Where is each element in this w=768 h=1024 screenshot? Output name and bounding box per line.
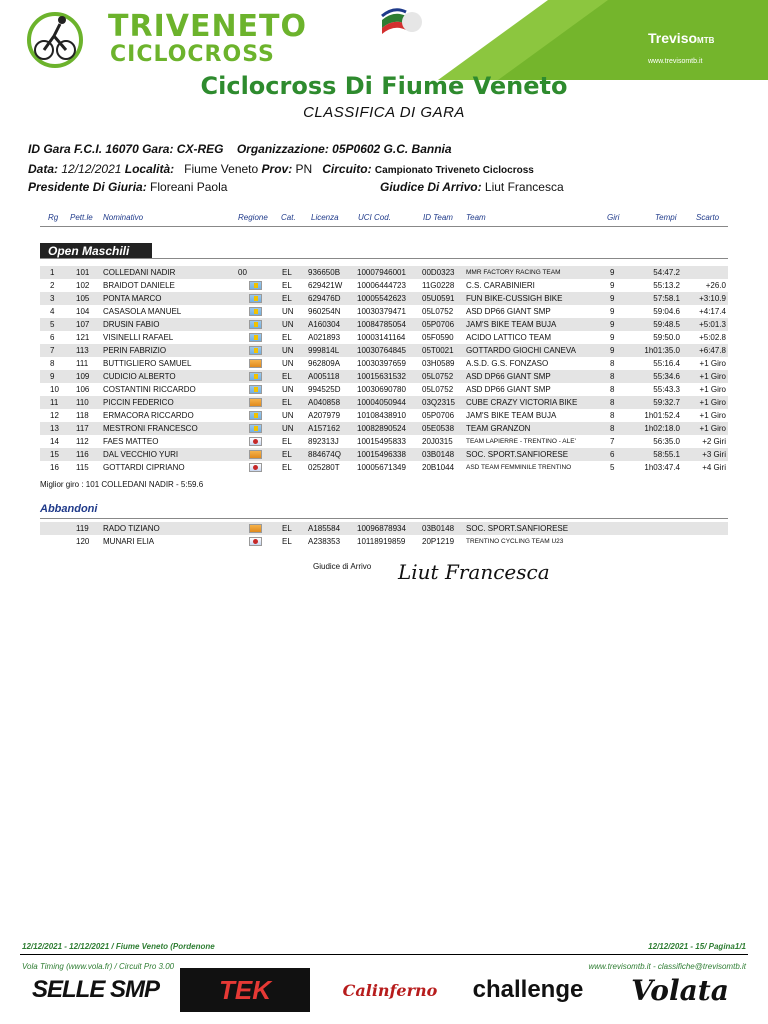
- license: 629421W: [308, 281, 343, 290]
- time: 54:47.2: [653, 268, 680, 277]
- sponsor-calinferno: Calinferno: [342, 980, 438, 1000]
- team-id: 03B0148: [422, 524, 455, 533]
- rider-name: PICCIN FEDERICO: [103, 398, 174, 407]
- bib-number: 121: [76, 333, 90, 342]
- team-id: 05L0752: [422, 307, 454, 316]
- col-rg: Rg: [48, 213, 59, 222]
- license: 025280T: [308, 463, 340, 472]
- uci-code: 10030379471: [357, 307, 406, 316]
- result-row: [40, 266, 728, 279]
- region-flag-icon: [249, 346, 262, 355]
- bib-number: 106: [76, 385, 90, 394]
- gap: +1 Giro: [699, 411, 726, 420]
- bib-number: 119: [76, 524, 89, 533]
- result-row: [40, 396, 728, 409]
- rank: 14: [50, 437, 59, 446]
- team-id: 03B0148: [422, 450, 455, 459]
- result-row: [40, 318, 728, 331]
- sponsor-volata: Volata: [631, 973, 729, 1007]
- rider-name: COLLEDANI NADIR: [103, 268, 176, 277]
- result-row: [40, 279, 728, 292]
- rider-name: FAES MATTEO: [103, 437, 159, 446]
- bib-number: 116: [76, 450, 89, 459]
- gap: +5:02.8: [699, 333, 726, 342]
- region-flag-icon: [249, 372, 262, 381]
- team-name: MMR FACTORY RACING TEAM: [466, 269, 561, 276]
- team-name: TEAM GRANZON: [466, 424, 531, 433]
- team-name: TEAM LAPIERRE - TRENTINO - ALE': [466, 438, 576, 445]
- gap: +3:10.9: [699, 294, 726, 303]
- region-flag-icon: [249, 524, 262, 533]
- team-name: ASD DP66 GIANT SMP: [466, 372, 551, 381]
- time: 59:50.0: [653, 333, 680, 342]
- rider-name: BUTTIGLIERO SAMUEL: [103, 359, 192, 368]
- rank: 1: [50, 268, 55, 277]
- laps: 8: [610, 372, 615, 381]
- team-name: CUBE CRAZY VICTORIA BIKE: [466, 398, 578, 407]
- team-id: 20J0315: [422, 437, 453, 446]
- license: 999814L: [308, 346, 340, 355]
- rank: 9: [50, 372, 55, 381]
- region-flag-icon: [249, 294, 262, 303]
- col-idteam: ID Team: [423, 213, 453, 222]
- time: 59:32.7: [653, 398, 680, 407]
- rider-name: BRAIDOT DANIELE: [103, 281, 175, 290]
- rider-name: DRUSIN FABIO: [103, 320, 160, 329]
- uci-code: 10030690780: [357, 385, 406, 394]
- time: 1h02:18.0: [644, 424, 680, 433]
- time: 57:58.1: [653, 294, 680, 303]
- col-tempi: Tempi: [655, 213, 677, 222]
- rider-name: ERMACORA RICCARDO: [103, 411, 194, 420]
- team-name: SOC. SPORT.SANFIORESE: [466, 524, 569, 533]
- result-row: [40, 331, 728, 344]
- laps: 9: [610, 294, 615, 303]
- result-row: [40, 344, 728, 357]
- uci-code: 10005542623: [357, 294, 406, 303]
- result-row: [40, 305, 728, 318]
- rider-name: VISINELLI RAFAEL: [103, 333, 174, 342]
- abbandoni-heading: Abbandoni: [40, 503, 98, 515]
- license: 892313J: [308, 437, 339, 446]
- license: 994525D: [308, 385, 341, 394]
- gap: +5:01.3: [699, 320, 726, 329]
- license: A160304: [308, 320, 341, 329]
- rider-name: RADO TIZIANO: [103, 524, 160, 533]
- col-giri: Giri: [607, 213, 620, 222]
- col-nominativo: Nominativo: [103, 213, 144, 222]
- rank: 12: [50, 411, 59, 420]
- rank: 2: [50, 281, 55, 290]
- sponsor-selle-smp: SELLE SMP: [31, 976, 160, 1003]
- laps: 5: [610, 463, 615, 472]
- region-flag-icon: [249, 437, 262, 446]
- team-name: ASD DP66 GIANT SMP: [466, 307, 551, 316]
- rider-name: PONTA MARCO: [103, 294, 162, 303]
- cyclist-logo-icon: [20, 10, 90, 68]
- race-info-line2: Data: 12/12/2021 Località: Fiume Veneto Prov: PN Circuito: Campionato Triveneto Ciclocross: [28, 162, 534, 176]
- team-id: 03H0589: [422, 359, 455, 368]
- license: A040858: [308, 398, 341, 407]
- race-info-line1: ID Gara F.C.I. 16070 Gara: CX-REG Organizzazione: 05P0602 G.C. Bannia: [28, 142, 452, 156]
- partner-url: www.trevisomtb.it: [648, 58, 703, 65]
- rider-name: COSTANTINI RICCARDO: [103, 385, 196, 394]
- laps: 8: [610, 424, 615, 433]
- category: UN: [282, 307, 294, 316]
- gap: +1 Giro: [699, 385, 726, 394]
- uci-code: 10004050944: [357, 398, 406, 407]
- region-flag-icon: [249, 424, 262, 433]
- team-id: 20P1219: [422, 537, 455, 546]
- team-id: 20B1044: [422, 463, 455, 472]
- category: UN: [282, 424, 294, 433]
- category-divider: [40, 258, 728, 259]
- category: EL: [282, 294, 292, 303]
- category: EL: [282, 398, 292, 407]
- rank: 5: [50, 320, 55, 329]
- category: UN: [282, 385, 294, 394]
- team-name: A.S.D. G.S. FONZASO: [466, 359, 549, 368]
- logo-subtitle: CICLOCROSS: [110, 42, 275, 67]
- col-cat: Cat.: [281, 213, 296, 222]
- col-pett: Pett.le: [70, 213, 93, 222]
- footer-left: 12/12/2021 - 12/12/2021 / Fiume Veneto (Pordenone: [22, 942, 215, 951]
- time: 55:16.4: [653, 359, 680, 368]
- license: A005118: [308, 372, 340, 381]
- team-id: 05P0706: [422, 411, 455, 420]
- header-green-banner: [438, 0, 768, 80]
- uci-code: 10096878934: [357, 524, 406, 533]
- uci-code: 10015495833: [357, 437, 406, 446]
- license: 936650B: [308, 268, 341, 277]
- laps: 8: [610, 411, 615, 420]
- time: 55:43.3: [653, 385, 680, 394]
- team-name: ASD TEAM FEMMINILE TRENTINO: [466, 464, 572, 471]
- gap: +4:17.4: [699, 307, 726, 316]
- bib-number: 120: [76, 537, 90, 546]
- category: EL: [282, 537, 292, 546]
- bib-number: 110: [76, 398, 89, 407]
- result-row: [40, 383, 728, 396]
- category: UN: [282, 359, 294, 368]
- gap: +1 Giro: [699, 372, 726, 381]
- result-row: [40, 435, 728, 448]
- laps: 9: [610, 346, 615, 355]
- column-headers: [0, 213, 768, 227]
- time: 1h03:47.4: [644, 463, 680, 472]
- team-id: 05T0021: [422, 346, 454, 355]
- region-flag-icon: [249, 398, 262, 407]
- laps: 9: [610, 281, 615, 290]
- laps: 8: [610, 359, 615, 368]
- laps: 9: [610, 333, 615, 342]
- rider-name: CASASOLA MANUEL: [103, 307, 182, 316]
- gap: +2 Giri: [702, 437, 726, 446]
- team-name: SOC. SPORT.SANFIORESE: [466, 450, 569, 459]
- region-flag-icon: [249, 359, 262, 368]
- italy-flag-icon: [380, 8, 424, 34]
- abbandoni-divider: [40, 518, 728, 519]
- team-name: FUN BIKE-CUSSIGH BIKE: [466, 294, 563, 303]
- license: A021893: [308, 333, 341, 342]
- bib-number: 113: [76, 346, 89, 355]
- footer-right2: www.trevisomtb.it - classifiche@trevisomtb.it: [588, 962, 746, 971]
- rank: 3: [50, 294, 55, 303]
- rank: 15: [50, 450, 59, 459]
- region-code: 00: [238, 268, 247, 277]
- category: EL: [282, 281, 292, 290]
- laps: 8: [610, 385, 615, 394]
- abbandono-row: [40, 535, 728, 548]
- category: UN: [282, 320, 294, 329]
- laps: 9: [610, 320, 615, 329]
- team-id: 05F0590: [422, 333, 454, 342]
- uci-code: 10015631532: [357, 372, 406, 381]
- team-name: GOTTARDO GIOCHI CANEVA: [466, 346, 576, 355]
- category: EL: [282, 437, 292, 446]
- region-flag-icon: [249, 281, 262, 290]
- partner-logo: TrevisoMTB: [648, 30, 715, 46]
- rank: 13: [50, 424, 59, 433]
- license: A157162: [308, 424, 341, 433]
- laps: 6: [610, 450, 615, 459]
- rank: 16: [50, 463, 59, 472]
- footer-divider: [20, 954, 748, 955]
- header: [0, 0, 768, 80]
- laps: 9: [610, 307, 615, 316]
- category-heading: Open Maschili: [40, 243, 152, 259]
- bib-number: 105: [76, 294, 90, 303]
- uci-code: 10108438910: [357, 411, 406, 420]
- region-flag-icon: [249, 333, 262, 342]
- region-flag-icon: [249, 537, 262, 546]
- bib-number: 112: [76, 437, 89, 446]
- uci-code: 10084785054: [357, 320, 406, 329]
- bib-number: 107: [76, 320, 90, 329]
- team-name: ACIDO LATTICO TEAM: [466, 333, 552, 342]
- time: 59:48.5: [653, 320, 680, 329]
- best-lap: Miglior giro : 101 COLLEDANI NADIR - 5:59.6: [40, 480, 204, 489]
- bib-number: 111: [76, 359, 89, 368]
- col-regione: Regione: [238, 213, 268, 222]
- region-flag-icon: [249, 463, 262, 472]
- category: EL: [282, 372, 292, 381]
- license: A238353: [308, 537, 341, 546]
- region-flag-icon: [249, 385, 262, 394]
- team-name: TRENTINO CYCLING TEAM U23: [466, 538, 564, 545]
- bib-number: 102: [76, 281, 90, 290]
- time: 1h01:52.4: [644, 411, 680, 420]
- rider-name: PERIN FABRIZIO: [103, 346, 167, 355]
- uci-code: 10005671349: [357, 463, 406, 472]
- laps: 7: [610, 437, 615, 446]
- uci-code: 10015496338: [357, 450, 406, 459]
- time: 55:34.6: [653, 372, 680, 381]
- gap: +1 Giro: [699, 359, 726, 368]
- footer-right: 12/12/2021 - 15/ Pagina1/1: [648, 942, 746, 951]
- bib-number: 115: [76, 463, 89, 472]
- time: 1h01:35.0: [644, 346, 680, 355]
- category: UN: [282, 411, 294, 420]
- sponsor-challenge: challenge: [472, 976, 584, 1003]
- license: A207979: [308, 411, 341, 420]
- team-name: JAM'S BIKE TEAM BUJA: [466, 411, 557, 420]
- rank: 6: [50, 333, 55, 342]
- page-subtitle: CLASSIFICA DI GARA: [303, 104, 465, 121]
- team-name: ASD DP66 GIANT SMP: [466, 385, 551, 394]
- team-id: 00D0323: [422, 268, 455, 277]
- category: EL: [282, 333, 292, 342]
- team-id: 03Q2315: [422, 398, 455, 407]
- time: 59:04.6: [653, 307, 680, 316]
- time: 56:35.0: [653, 437, 680, 446]
- team-id: 05P0706: [422, 320, 455, 329]
- team-id: 11G0228: [422, 281, 455, 290]
- team-id: 05L0752: [422, 385, 454, 394]
- result-row: [40, 448, 728, 461]
- rank: 10: [50, 385, 59, 394]
- team-name: C.S. CARABINIERI: [466, 281, 535, 290]
- event-title: Ciclocross Di Fiume Veneto: [200, 72, 568, 100]
- sponsor-tek: TEK: [180, 968, 310, 1012]
- rider-name: DAL VECCHIO YURI: [103, 450, 179, 459]
- uci-code: 10007946001: [357, 268, 406, 277]
- result-row: [40, 292, 728, 305]
- rank: 4: [50, 307, 55, 316]
- rider-name: GOTTARDI CIPRIANO: [103, 463, 185, 472]
- region-flag-icon: [249, 320, 262, 329]
- footer-left2: Vola Timing (www.vola.fr) / Circuit Pro 3.00: [22, 962, 175, 971]
- uci-code: 10030764845: [357, 346, 406, 355]
- gap: +4 Giri: [702, 463, 726, 472]
- uci-code: 10006444723: [357, 281, 406, 290]
- time: 58:55.1: [653, 450, 680, 459]
- team-id: 05E0538: [422, 424, 455, 433]
- category: EL: [282, 463, 292, 472]
- uci-code: 10082890524: [357, 424, 406, 433]
- rider-name: MESTRONI FRANCESCO: [103, 424, 198, 433]
- license: 962809A: [308, 359, 341, 368]
- col-uci: UCI Cod.: [358, 213, 391, 222]
- race-info-giudice: Giudice Di Arrivo: Liut Francesca: [380, 180, 564, 194]
- uci-code: 10003141164: [357, 333, 406, 342]
- license: 884674Q: [308, 450, 341, 459]
- uci-code: 10030397659: [357, 359, 406, 368]
- rider-name: MUNARI ELIA: [103, 537, 155, 546]
- bib-number: 117: [76, 424, 89, 433]
- rank: 11: [50, 398, 59, 407]
- rank: 7: [50, 346, 55, 355]
- result-row: [40, 370, 728, 383]
- team-name: JAM'S BIKE TEAM BUJA: [466, 320, 557, 329]
- col-licenza: Licenza: [311, 213, 339, 222]
- region-flag-icon: [249, 411, 262, 420]
- category: EL: [282, 450, 292, 459]
- bib-number: 101: [76, 268, 90, 277]
- license: 960254N: [308, 307, 341, 316]
- gap: +1 Giro: [699, 398, 726, 407]
- logo-title: TRIVENETO: [108, 9, 308, 44]
- rider-name: CUDICIO ALBERTO: [103, 372, 176, 381]
- abbandono-row: [40, 522, 728, 535]
- category: EL: [282, 524, 292, 533]
- uci-code: 10118919859: [357, 537, 406, 546]
- giudice-label: Giudice di Arrivo: [313, 562, 372, 571]
- gap: +26.0: [705, 281, 726, 290]
- bib-number: 104: [76, 307, 90, 316]
- result-row: [40, 409, 728, 422]
- gap: +1 Giro: [699, 424, 726, 433]
- signature: Liut Francesca: [398, 560, 550, 584]
- laps: 8: [610, 398, 615, 407]
- team-id: 05U0591: [422, 294, 455, 303]
- bib-number: 118: [76, 411, 89, 420]
- gap: +6:47.8: [699, 346, 726, 355]
- header-divider: [40, 226, 728, 227]
- laps: 9: [610, 268, 615, 277]
- gap: +3 Giri: [702, 450, 726, 459]
- bib-number: 109: [76, 372, 90, 381]
- result-row: [40, 357, 728, 370]
- category: EL: [282, 268, 292, 277]
- license: 629476D: [308, 294, 341, 303]
- time: 55:13.2: [653, 281, 680, 290]
- rank: 8: [50, 359, 55, 368]
- result-row: [40, 461, 728, 474]
- col-team: Team: [466, 213, 486, 222]
- col-scarto: Scarto: [696, 213, 720, 222]
- team-id: 05L0752: [422, 372, 454, 381]
- license: A185584: [308, 524, 341, 533]
- race-info-line3: Presidente Di Giuria: Floreani Paola: [28, 180, 228, 194]
- region-flag-icon: [249, 307, 262, 316]
- category: UN: [282, 346, 294, 355]
- region-flag-icon: [249, 450, 262, 459]
- result-row: [40, 422, 728, 435]
